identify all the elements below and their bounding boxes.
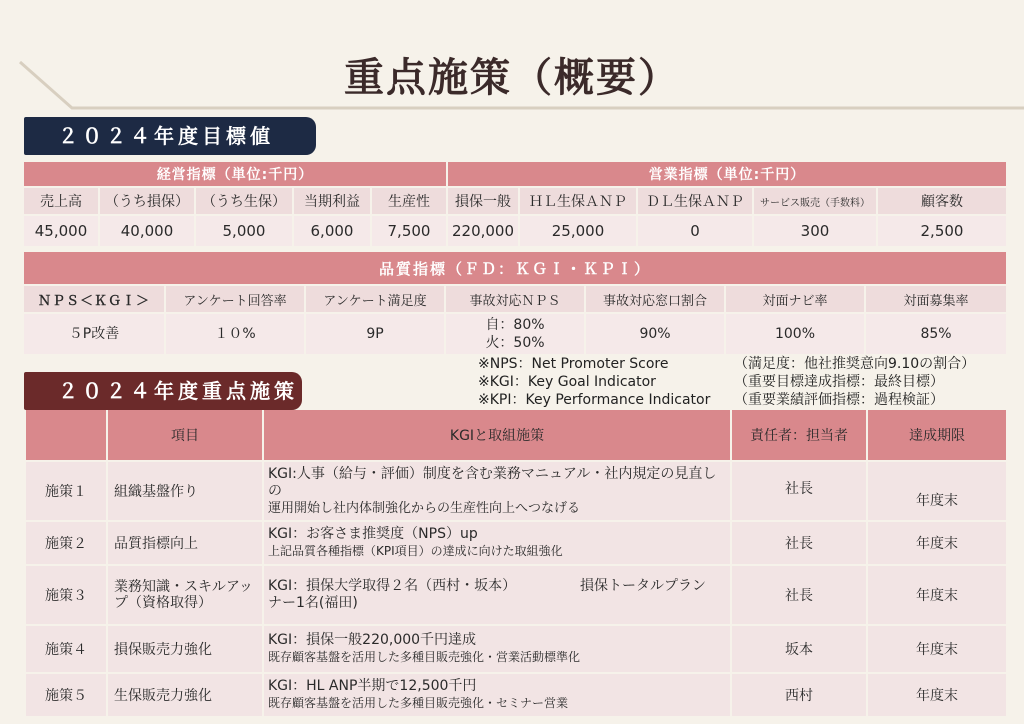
plans-table	[24, 408, 1008, 718]
column-header: サービス販売（手数料）	[754, 188, 876, 214]
column-header: 売上高	[24, 188, 98, 214]
column-header: 対面ナビ率	[726, 286, 864, 312]
plan-item: 生保販売力強化	[108, 674, 262, 716]
column-header: 事故対応ＮＰＳ	[446, 286, 584, 312]
value-cell: 0	[638, 216, 752, 246]
table-row	[26, 522, 1006, 564]
column-header: 損保一般	[448, 188, 518, 214]
column-header-deadline: 達成期限	[868, 410, 1006, 460]
value-cell: 300	[754, 216, 876, 246]
column-header: 対面募集率	[866, 286, 1006, 312]
column-header: アンケート回答率	[166, 286, 304, 312]
value-cell: １０%	[166, 314, 304, 354]
plan-deadline: 年度末	[868, 566, 1006, 624]
plan-item: 業務知識・スキルアップ（資格取得）	[108, 566, 262, 624]
column-header-item: 項目	[108, 410, 262, 460]
table-row	[26, 626, 1006, 672]
plan-kgi: KGI：損保一般220,000千円達成	[268, 632, 477, 648]
note-term: ※NPS：Net Promoter Score	[478, 356, 669, 372]
value-cell: 6,000	[294, 216, 370, 246]
plan-detail: 上記品質各種指標（KPI項目）の達成に向けた取組強化	[268, 544, 563, 558]
value-cell: 90%	[586, 314, 724, 354]
page-title: 重点施策（概要）	[344, 55, 680, 101]
plan-deadline: 年度末	[868, 626, 1006, 672]
plan-deadline: 年度末	[868, 674, 1006, 716]
sales-indicators-header: 営業指標（単位:千円）	[448, 162, 1006, 186]
plan-content	[264, 566, 730, 624]
value-cell: 25,000	[520, 216, 636, 246]
column-header: ＨＬ生保ＡＮＰ	[520, 188, 636, 214]
note-term: ※KGI：Key Goal Indicator	[478, 374, 656, 390]
table-row	[26, 462, 1006, 520]
column-header: 生産性	[372, 188, 446, 214]
plan-detail: 運用開始し社内体制強化からの生産性向上へつなげる	[268, 500, 581, 516]
accident-nps-auto: 自：80%	[485, 317, 545, 333]
plan-content	[264, 462, 730, 520]
plan-number: 施策５	[26, 674, 106, 716]
plan-detail: 既存顧客基盤を活用した多種目販売強化・セミナー営業	[268, 696, 569, 710]
column-header-content: KGIと取組施策	[264, 410, 730, 460]
note-row	[478, 355, 975, 373]
plan-number: 施策３	[26, 566, 106, 624]
quality-indicators-header: 品質指標（ＦＤ：ＫＧＩ・ＫＰＩ）	[24, 252, 1006, 284]
value-cell: 220,000	[448, 216, 518, 246]
plan-kgi: KGI：損保大学取得２名（西村・坂本）	[268, 578, 517, 594]
plan-item: 損保販売力強化	[108, 626, 262, 672]
plan-deadline: 年度末	[868, 522, 1006, 564]
plan-owner: 社長	[732, 462, 866, 520]
note-row	[478, 391, 975, 409]
column-header: 顧客数	[878, 188, 1006, 214]
plan-kgi: KGI:人事（給与・評価）制度を含む業務マニュアル・社内規定の見直しの	[268, 465, 717, 499]
column-header: アンケート満足度	[306, 286, 444, 312]
note-description: （重要目標達成指標：最終目標）	[734, 374, 944, 390]
plan-content	[264, 674, 730, 716]
note-term: ※KPI：Key Performance Indicator	[478, 392, 711, 408]
kgi-table	[22, 160, 1008, 248]
table-row	[26, 674, 1006, 716]
plan-number: 施策１	[26, 462, 106, 520]
value-cell: 2,500	[878, 216, 1006, 246]
value-cell: 5,000	[196, 216, 292, 246]
plan-kgi: KGI：お客さま推奨度（NPS）up	[268, 526, 478, 542]
column-header: 事故対応窓口割合	[586, 286, 724, 312]
plan-owner: 社長	[732, 566, 866, 624]
column-header-owner: 責任者：担当者	[732, 410, 866, 460]
column-header: 当期利益	[294, 188, 370, 214]
column-header: ＤＬ生保ＡＮＰ	[638, 188, 752, 214]
column-header: （うち生保）	[196, 188, 292, 214]
quality-table	[22, 250, 1008, 356]
note-description: （重要業績評価指標：過程検証）	[734, 392, 944, 408]
plan-detail: 既存顧客基盤を活用した多種目販売強化・営業活動標準化	[268, 650, 581, 664]
column-header: （うち損保）	[100, 188, 194, 214]
table-row	[26, 566, 1006, 624]
plan-owner: 坂本	[732, 626, 866, 672]
value-cell: 45,000	[24, 216, 98, 246]
column-header: ＮＰＳ＜ＫＧＩ＞	[24, 286, 164, 312]
note-row	[478, 373, 975, 391]
value-cell: 100%	[726, 314, 864, 354]
plan-kgi-continued: 損保トータルプラン	[580, 578, 706, 594]
abbreviation-notes	[478, 355, 975, 409]
plan-detail: ナー1名(福田)	[268, 595, 358, 611]
value-cell: 85%	[866, 314, 1006, 354]
management-indicators-header: 経営指標（単位:千円）	[24, 162, 446, 186]
value-cell: 9P	[306, 314, 444, 354]
plan-content	[264, 522, 730, 564]
section-plans-label: ２０２４年度重点施策	[24, 372, 302, 410]
accident-nps-cell	[446, 314, 584, 354]
section-targets-label: ２０２４年度目標値	[24, 117, 316, 155]
value-cell: 40,000	[100, 216, 194, 246]
plan-deadline: 年度末	[868, 462, 1006, 520]
plan-number: 施策２	[26, 522, 106, 564]
column-header-no	[26, 410, 106, 460]
value-cell: ５P改善	[24, 314, 164, 354]
plan-number: 施策４	[26, 626, 106, 672]
plan-item: 組織基盤作り	[108, 462, 262, 520]
plan-item: 品質指標向上	[108, 522, 262, 564]
plan-owner: 社長	[732, 522, 866, 564]
plan-owner: 西村	[732, 674, 866, 716]
plan-content	[264, 626, 730, 672]
plan-kgi: KGI：HL ANP半期で12,500千円	[268, 678, 477, 694]
accident-nps-fire: 火：50%	[485, 335, 545, 351]
note-description: （満足度：他社推奨意向9.10の割合）	[734, 356, 976, 372]
value-cell: 7,500	[372, 216, 446, 246]
